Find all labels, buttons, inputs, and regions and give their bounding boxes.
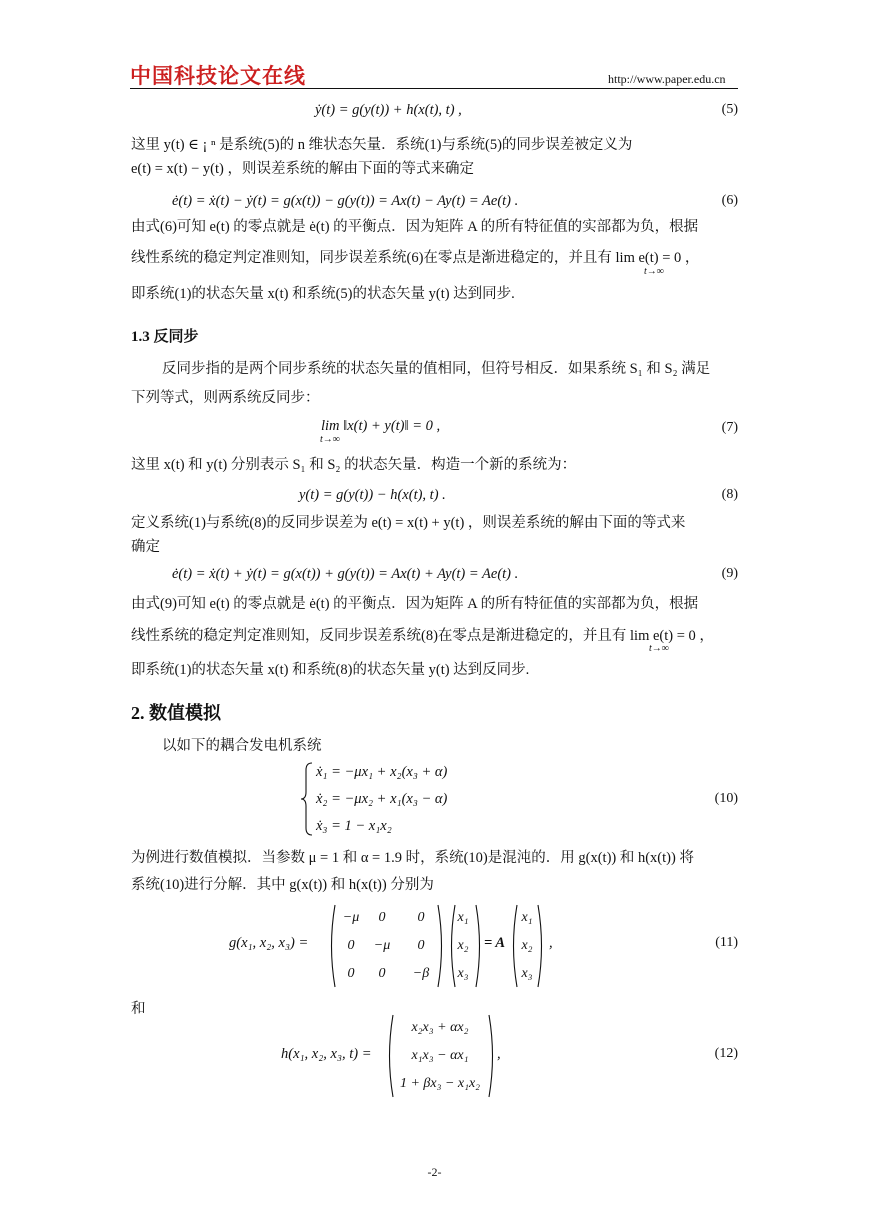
paragraph-line: 反同步指的是两个同步系统的状态矢量的值相同，但符号相反．如果系统 S₁ 和 S₂ 满足	[162, 361, 711, 377]
equation-number-7: (7)	[721, 420, 738, 435]
header-url[interactable]: http://www.paper.edu.cn	[608, 72, 726, 86]
paragraph-line: 这里 y(t) ∈ ¡ ⁿ 是系统(5)的 n 维状态矢量．系统(1)与系统(5)的同步误差被定义为	[131, 137, 633, 153]
page-number: -2-	[427, 1165, 442, 1179]
matrix-a-symbol: = A	[484, 935, 506, 951]
limit-subscript: t→∞	[644, 266, 664, 277]
paragraph-line: 和	[131, 1001, 146, 1017]
paragraph-line: 定义系统(1)与系统(8)的反同步误差为 e(t) = x(t) + y(t) ，则误差系统的解由下面的等式来	[131, 515, 686, 531]
equation-12-end: ,	[497, 1046, 501, 1062]
equation-6: ė(t) = ẋ(t) − ẏ(t) = g(x(t)) − g(y(t)) = Ax(t) − Ay(t) = Ae(t) .	[172, 193, 519, 209]
equation-number-10: (10)	[714, 791, 738, 806]
site-logo: 中国科技论文在线	[130, 64, 306, 88]
limit-subscript: t→∞	[320, 434, 340, 445]
equation-7: lim ‖x(t) + y(t)‖ = 0 ,	[321, 418, 441, 434]
paragraph-line: 线性系统的稳定判定准则知，同步误差系统(6)在零点是渐进稳定的，并且有 lim e(t) = 0 ，	[131, 250, 700, 266]
paragraph-line: 这里 x(t) 和 y(t) 分别表示 S₁ 和 S₂ 的状态矢量．构造一个新的系统为：	[131, 457, 577, 473]
paragraph-line: 下列等式，则两系统反同步：	[131, 390, 320, 406]
right-paren-icon	[537, 904, 547, 988]
left-paren-icon	[326, 904, 336, 988]
equation-number-11: (11)	[715, 935, 738, 950]
paragraph-line: 由式(9)可知 e(t) 的零点就是 ė(t) 的平衡点．因为矩阵 A 的所有特征值的实部都为负，根据	[131, 596, 699, 612]
equation-number-12: (12)	[714, 1046, 738, 1061]
vector-column: x₁ x₂ x₃	[521, 910, 533, 981]
equation-12-lhs: h(x₁, x₂, x₃, t) =	[281, 1046, 372, 1062]
matrix-column: 0 0 −β	[412, 910, 430, 981]
equation-11-lhs: g(x₁, x₂, x₃) =	[229, 935, 309, 951]
matrix-column: 0 −μ 0	[373, 910, 391, 981]
paragraph-line: 为例进行数值模拟．当参数 μ = 1 和 α = 1.9 时，系统(10)是混沌的．用 g(x(t)) 和 h(x(t)) 将	[131, 850, 694, 866]
vector-column: x₁ x₂ x₃	[457, 910, 469, 981]
paragraph-line: 系统(10)进行分解．其中 g(x(t)) 和 h(x(t)) 分别为	[131, 877, 434, 893]
equation-10-line: ẋ₁ = −μx₁ + x₂(x₃ + α)	[316, 764, 448, 780]
equation-number-6: (6)	[721, 193, 738, 208]
section-heading: 2. 数值模拟	[131, 703, 221, 723]
left-brace-icon	[300, 762, 314, 836]
paragraph-line: 确定	[131, 539, 160, 555]
paragraph-line: 即系统(1)的状态矢量 x(t) 和系统(5)的状态矢量 y(t) 达到同步.	[131, 286, 515, 302]
matrix-column: −μ 0 0	[342, 910, 360, 981]
paragraph-line: e(t) = x(t) − y(t) ，则误差系统的解由下面的等式来确定	[131, 161, 474, 177]
paragraph-line: 由式(6)可知 e(t) 的零点就是 ė(t) 的平衡点．因为矩阵 A 的所有特征值的实部都为负，根据	[131, 219, 699, 235]
vector-column: x₂x₃ + αx₂ x₁x₃ − αx₁ 1 + βx₃ − x₁x₂	[399, 1020, 481, 1091]
limit-subscript: t→∞	[649, 643, 669, 654]
paragraph-line: 即系统(1)的状态矢量 x(t) 和系统(8)的状态矢量 y(t) 达到反同步.	[131, 662, 530, 678]
equation-10-line: ẋ₃ = 1 − x₁x₂	[316, 818, 392, 834]
section-heading: 1.3 反同步	[131, 329, 199, 345]
paragraph-line: 以如下的耦合发电机系统	[162, 738, 322, 754]
header-divider	[130, 88, 738, 89]
equation-8: y(t) = g(y(t)) − h(x(t), t) .	[299, 487, 446, 503]
equation-5: ẏ(t) = g(y(t)) + h(x(t), t) ,	[315, 102, 462, 118]
equation-number-9: (9)	[721, 566, 738, 581]
equation-10-line: ẋ₂ = −μx₂ + x₁(x₃ − α)	[316, 791, 448, 807]
paragraph-line: 线性系统的稳定判定准则知，反同步误差系统(8)在零点是渐进稳定的，并且有 lim e(t) = 0 ，	[131, 628, 714, 644]
equation-9: ė(t) = ẋ(t) + ẏ(t) = g(x(t)) + g(y(t)) = Ax(t) + Ay(t) = Ae(t) .	[172, 566, 519, 582]
equation-number-5: (5)	[721, 102, 738, 117]
equation-11-end: ,	[549, 935, 553, 951]
equation-number-8: (8)	[721, 487, 738, 502]
